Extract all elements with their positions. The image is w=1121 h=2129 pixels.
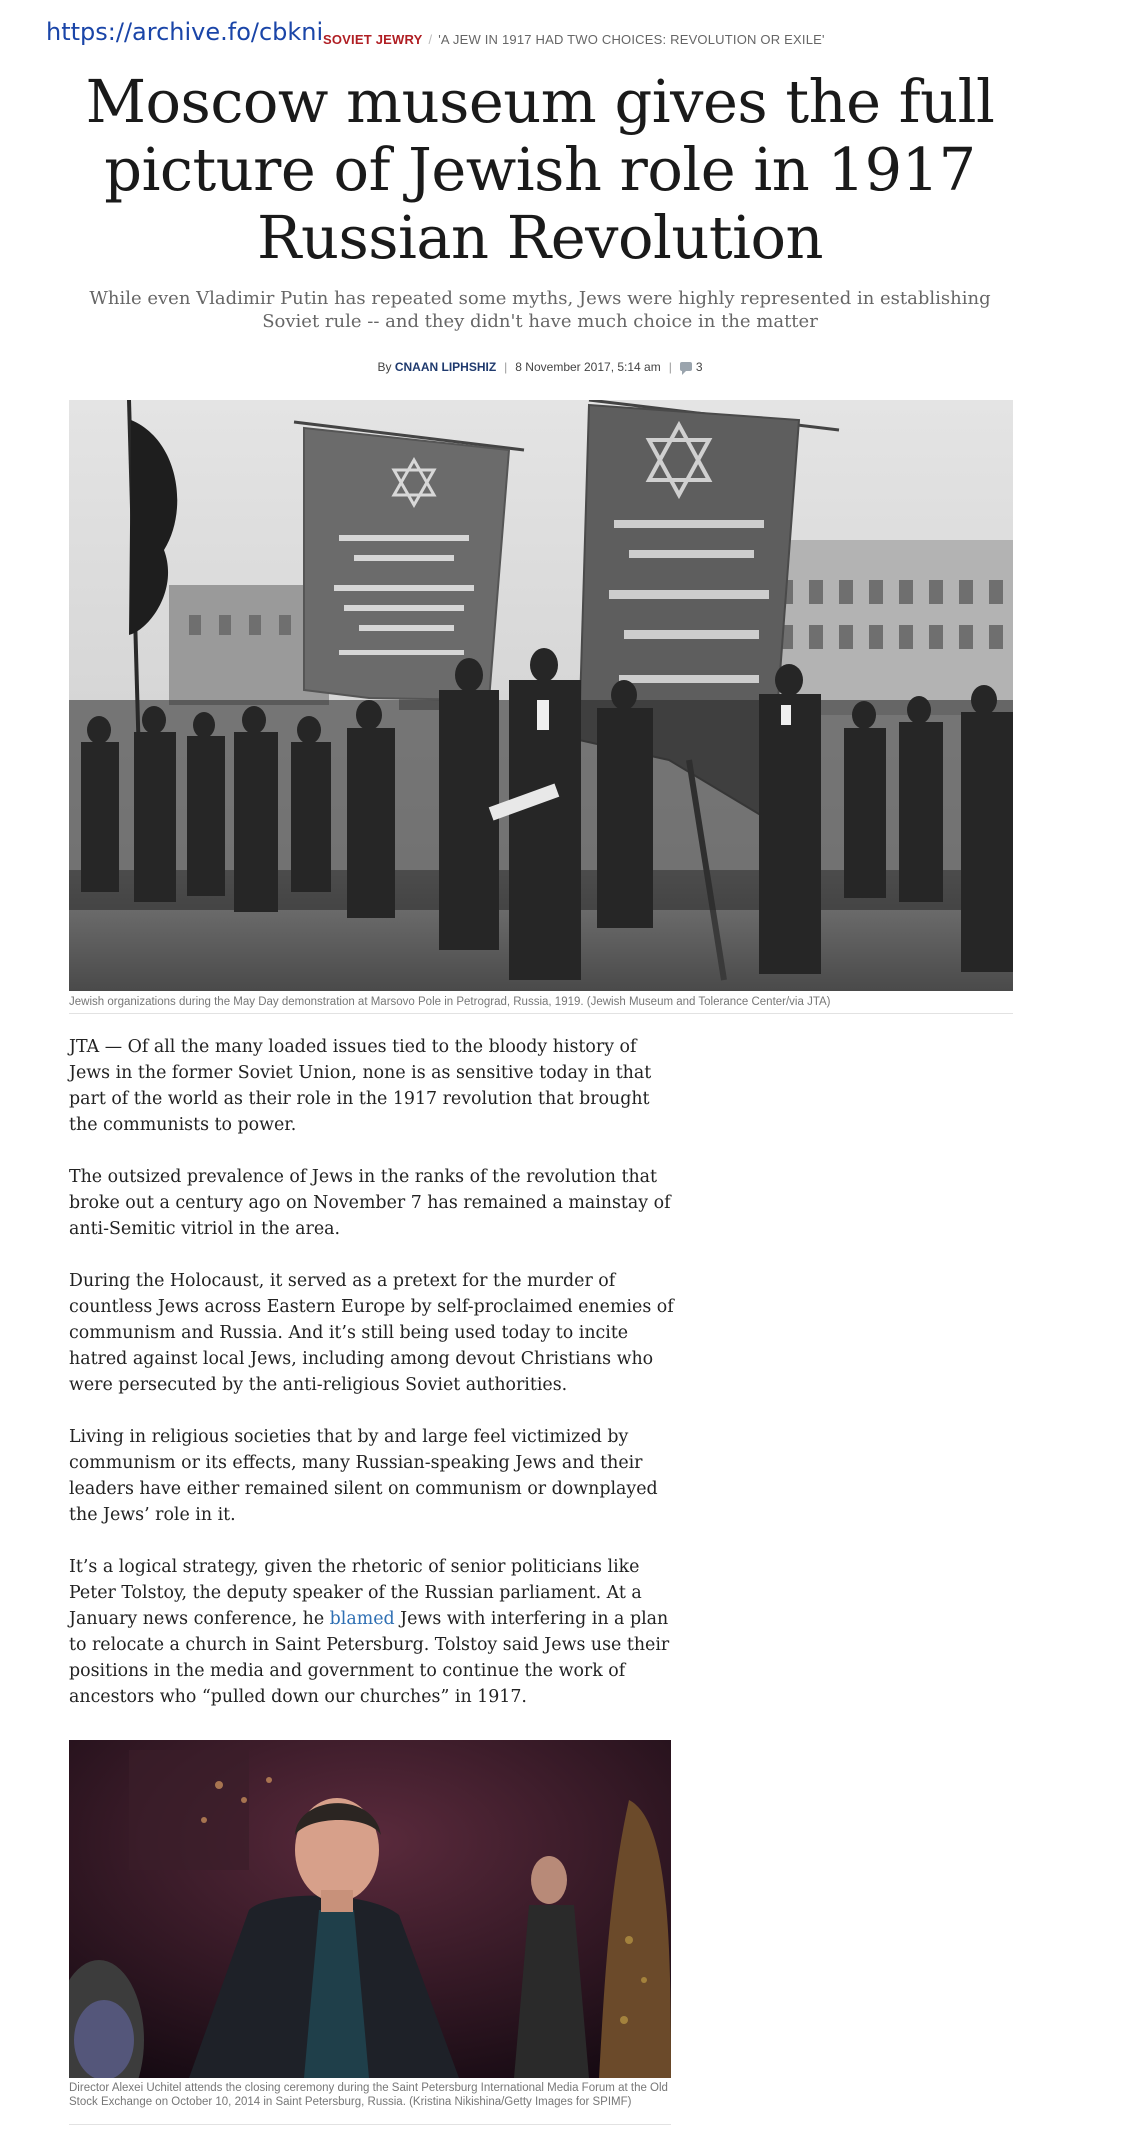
paragraph-text: Jews with interfering in a plan to relocate a church in Saint Petersburg. Tolstoy said Jews use their positions in the media and government to continue the work of ancestors who “pulled down our churches” in 1917.: [69, 1609, 670, 1707]
comments-link[interactable]: [680, 360, 703, 374]
blamed-link[interactable]: blamed: [329, 1609, 395, 1629]
paragraph-text: It’s a logical strategy, given the rhetoric of senior politicians like Peter Tolstoy, the deputy speaker of the Russian parliament. At a January news conference, he: [69, 1557, 642, 1629]
breadcrumb-separator: /: [428, 32, 433, 47]
article-body: [69, 1034, 675, 1736]
hero-image-caption: Jewish organizations during the May Day demonstration at Marsovo Pole in Petrograd, Russia, 1919. (Jewish Museum and Tolerance Center/via JTA): [69, 996, 831, 1008]
caption-divider: [69, 1013, 1013, 1014]
article-headline: Moscow museum gives the full picture of Jewish role in 1917 Russian Revolution: [85, 67, 995, 272]
archive-url-link[interactable]: https://archive.fo/cbkni: [46, 18, 324, 46]
hero-image: [69, 400, 1013, 991]
breadcrumb: [323, 32, 825, 47]
paragraph: The outsized prevalence of Jews in the ranks of the revolution that broke out a century ago on November 7 has remained a mainstay of anti-Semitic vitriol in the area.: [69, 1167, 671, 1239]
breadcrumb-subtitle: 'A JEW IN 1917 HAD TWO CHOICES: REVOLUTION OR EXILE': [438, 32, 825, 47]
second-image: [69, 1740, 671, 2078]
paragraph: JTA — Of all the many loaded issues tied to the bloody history of Jews in the former Soviet Union, none is as sensitive today in that part of the world as their role in the 1917 revolution that brought the communists to power.: [69, 1037, 652, 1135]
second-image-caption: Director Alexei Uchitel attends the closing ceremony during the Saint Petersburg International Media Forum at the Old Stock Exchange on October 10, 2014 in Saint Petersburg, Russia. (Kristina Nikishina/Getty Images for SPIMF): [69, 2082, 668, 2108]
alexei-uchitel-photo: [69, 1740, 671, 2078]
byline-divider: |: [504, 360, 508, 374]
byline-divider: |: [668, 360, 672, 374]
may-day-demonstration-photo: [69, 400, 1013, 991]
caption-divider: [69, 2124, 671, 2125]
byline: [0, 360, 1080, 374]
paragraph: During the Holocaust, it served as a pretext for the murder of countless Jews across Eastern Europe by self-proclaimed enemies of communism and Russia. And it’s still being used today to incite hatred against local Jews, including among devout Christians who were persecuted by the anti-religious Soviet authorities.: [69, 1271, 674, 1395]
category-link[interactable]: SOVIET JEWRY: [323, 32, 423, 47]
comment-icon: [680, 362, 692, 371]
comment-count: 3: [695, 360, 703, 374]
author-link[interactable]: CNAAN LIPHSHIZ: [394, 360, 497, 374]
publish-date: 8 November 2017, 5:14 am: [515, 360, 661, 374]
byline-prefix: By: [377, 360, 392, 374]
article-subhead: While even Vladimir Putin has repeated some myths, Jews were highly represented in establishing Soviet rule -- and they didn't have much choice in the matter: [89, 288, 991, 332]
paragraph: Living in religious societies that by and large feel victimized by communism or its effects, many Russian-speaking Jews and their leaders have either remained silent on communism or downplayed the Jews’ role in it.: [69, 1427, 658, 1525]
paragraph: [69, 1554, 675, 1710]
